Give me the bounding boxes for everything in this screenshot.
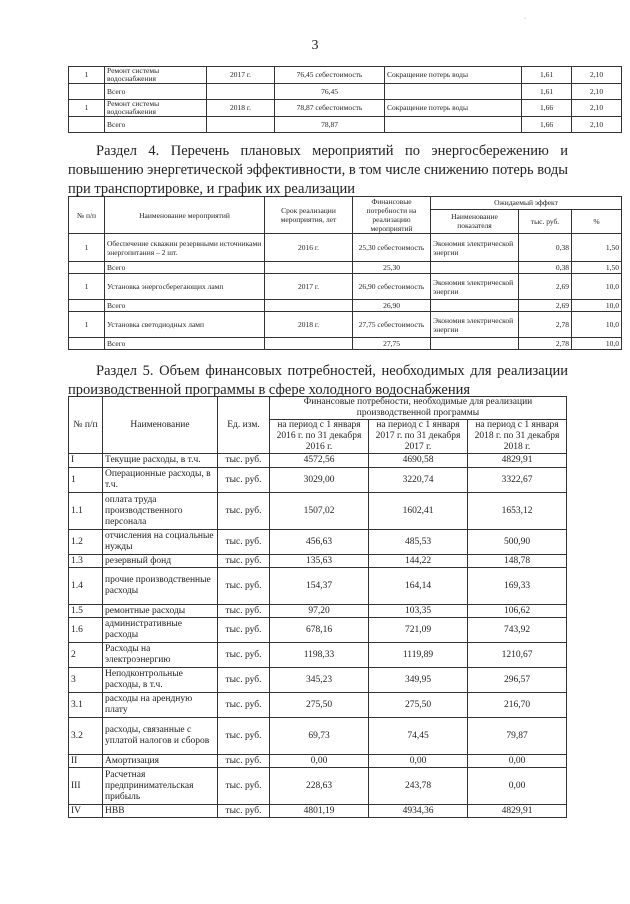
row-value-2016: 228,63 — [270, 768, 369, 805]
row-number: 1.1 — [69, 493, 103, 530]
row-number: 3.1 — [69, 693, 103, 718]
row-name: Расчетная предпринимательская прибыль — [103, 768, 218, 805]
row-year — [265, 300, 353, 312]
row-thous: 1,66 — [522, 117, 572, 133]
table-row — [69, 643, 567, 668]
row-value-2017: 275,50 — [369, 693, 468, 718]
row-cost: 26,90 — [353, 300, 431, 312]
row-effect — [385, 117, 522, 133]
row-name: НВВ — [103, 805, 218, 818]
row-name: Ремонт системы водоснабжения — [105, 67, 207, 84]
row-thous: 2,78 — [519, 312, 572, 338]
row-unit: тыс. руб. — [218, 643, 270, 668]
page-number: 3 — [311, 38, 319, 53]
table-row — [69, 568, 567, 605]
row-year: 2017 г. — [265, 274, 353, 300]
header-pct: % — [572, 209, 622, 233]
row-value-2016: 154,37 — [270, 568, 369, 605]
row-number: 1 — [69, 67, 105, 84]
row-unit: тыс. руб. — [218, 493, 270, 530]
row-number: 1 — [69, 274, 105, 300]
table-row — [69, 555, 567, 568]
row-value-2018: 148,78 — [468, 555, 567, 568]
row-name: Расходы на электроэнергию — [103, 643, 218, 668]
row-pct: 2,10 — [572, 67, 622, 84]
row-value-2018: 79,87 — [468, 718, 567, 755]
row-name: Всего — [105, 300, 265, 312]
table-row — [69, 693, 567, 718]
row-year — [207, 117, 275, 133]
row-name: Обеспечение скважин резервными источниками энергопитания – 2 шт. — [105, 234, 265, 262]
row-value-2016: 97,20 — [270, 605, 369, 618]
row-unit: тыс. руб. — [218, 768, 270, 805]
row-value-2018: 500,90 — [468, 530, 567, 555]
table-row — [69, 338, 622, 350]
row-unit: тыс. руб. — [218, 454, 270, 468]
row-value-2018: 3322,67 — [468, 468, 567, 493]
row-name: административные расходы — [103, 618, 218, 643]
header-n: № п/п — [69, 397, 103, 454]
table-row — [69, 84, 622, 100]
section-4-heading: Раздел 4. Перечень плановых мероприятий по энергосбережению и повышению энергетической эффективности, в том числе снижению потерь воды при транспортировке, и график их реализации — [68, 143, 568, 197]
row-number: 1 — [69, 100, 105, 117]
row-cost: 76,45 себестоимость — [275, 67, 385, 84]
row-pct: 10,0 — [572, 274, 622, 300]
row-value-2016: 4572,56 — [270, 454, 369, 468]
row-number: 1.5 — [69, 605, 103, 618]
row-cost: 27,75 — [353, 338, 431, 350]
row-number: 1.2 — [69, 530, 103, 555]
row-name: Всего — [105, 117, 207, 133]
table-row — [69, 768, 567, 805]
row-pct: 2,10 — [572, 100, 622, 117]
row-name: Установка светодиодных ламп — [105, 312, 265, 338]
row-value-2016: 275,50 — [270, 693, 369, 718]
table-row — [69, 454, 567, 468]
row-thous: 1,61 — [522, 84, 572, 100]
row-number: 1 — [69, 468, 103, 493]
row-number: 1.4 — [69, 568, 103, 605]
row-thous: 0,38 — [519, 234, 572, 262]
row-name: отчисления на социальные нужды — [103, 530, 218, 555]
row-unit: тыс. руб. — [218, 568, 270, 605]
row-value-2017: 1119,89 — [369, 643, 468, 668]
row-pct: 1,50 — [572, 234, 622, 262]
top-continuation-table — [68, 66, 622, 133]
row-value-2016: 345,23 — [270, 668, 369, 693]
header-effect: Ожидаемый эффект — [431, 197, 622, 210]
row-unit: тыс. руб. — [218, 468, 270, 493]
row-indicator: Экономия электрической энергии — [431, 274, 519, 300]
table-row — [69, 234, 622, 262]
row-number: 3.2 — [69, 718, 103, 755]
row-indicator — [431, 300, 519, 312]
row-name: Текущие расходы, в т.ч. — [103, 454, 218, 468]
row-pct: 10,0 — [572, 338, 622, 350]
table-row — [69, 805, 567, 818]
row-effect: Сокращение потерь воды — [385, 67, 522, 84]
table-row — [69, 755, 567, 768]
section-4-table — [68, 196, 622, 350]
row-unit: тыс. руб. — [218, 693, 270, 718]
row-effect — [385, 84, 522, 100]
row-cost: 25,30 — [353, 262, 431, 274]
row-number — [69, 300, 105, 312]
row-year: 2016 г. — [265, 234, 353, 262]
row-value-2017: 144,22 — [369, 555, 468, 568]
row-unit: тыс. руб. — [218, 718, 270, 755]
row-number — [69, 84, 105, 100]
row-value-2016: 0,00 — [270, 755, 369, 768]
row-value-2017: 3220,74 — [369, 468, 468, 493]
row-name: расходы на арендную плату — [103, 693, 218, 718]
row-year — [265, 262, 353, 274]
row-value-2017: 721,09 — [369, 618, 468, 643]
row-year: 2018 г. — [207, 100, 275, 117]
row-name: Всего — [105, 84, 207, 100]
row-indicator: Экономия электрической энергии — [431, 234, 519, 262]
row-number: 1 — [69, 312, 105, 338]
row-number — [69, 262, 105, 274]
row-pct: 2,10 — [572, 117, 622, 133]
row-name: Всего — [105, 262, 265, 274]
row-pct: 1,50 — [572, 262, 622, 274]
row-name: Амортизация — [103, 755, 218, 768]
row-value-2018: 4829,91 — [468, 805, 567, 818]
header-period-2017: на период с 1 января 2017 г. по 31 декабря 2017 г. — [369, 420, 468, 454]
row-thous: 2,78 — [519, 338, 572, 350]
row-number: 3 — [69, 668, 103, 693]
row-cost: 25,30 себестоимость — [353, 234, 431, 262]
row-unit: тыс. руб. — [218, 805, 270, 818]
row-number: I — [69, 454, 103, 468]
row-value-2017: 74,45 — [369, 718, 468, 755]
table-row — [69, 100, 622, 117]
row-value-2016: 1198,33 — [270, 643, 369, 668]
row-year — [265, 338, 353, 350]
row-number — [69, 338, 105, 350]
row-value-2018: 4829,91 — [468, 454, 567, 468]
section-5-table — [68, 396, 567, 818]
row-value-2017: 1602,41 — [369, 493, 468, 530]
row-value-2017: 485,53 — [369, 530, 468, 555]
row-name: прочие производственные расходы — [103, 568, 218, 605]
row-value-2018: 106,62 — [468, 605, 567, 618]
table-row — [69, 468, 567, 493]
row-unit: тыс. руб. — [218, 605, 270, 618]
row-pct: 10,0 — [572, 312, 622, 338]
row-value-2016: 1507,02 — [270, 493, 369, 530]
row-value-2017: 4690,58 — [369, 454, 468, 468]
header-period-2018: на период с 1 января 2018 г. по 31 декабря 2018 г. — [468, 420, 567, 454]
row-number — [69, 117, 105, 133]
row-number: IV — [69, 805, 103, 818]
row-name: Ремонт системы водоснабжения — [105, 100, 207, 117]
row-number: 2 — [69, 643, 103, 668]
row-year: 2017 г. — [207, 67, 275, 84]
row-value-2018: 743,92 — [468, 618, 567, 643]
row-value-2018: 0,00 — [468, 768, 567, 805]
table-row — [69, 312, 622, 338]
header-unit: Ед. изм. — [218, 397, 270, 454]
row-name: расходы, связанные с уплатой налогов и сборов — [103, 718, 218, 755]
row-number: 1.6 — [69, 618, 103, 643]
row-thous: 0,38 — [519, 262, 572, 274]
row-unit: тыс. руб. — [218, 755, 270, 768]
row-name: Операционные расходы, в т.ч. — [103, 468, 218, 493]
row-number: 1.3 — [69, 555, 103, 568]
row-effect: Сокращение потерь воды — [385, 100, 522, 117]
header-period: Срок реализации мероприятия, лет — [265, 197, 353, 234]
table-row — [69, 117, 622, 133]
row-thous: 1,61 — [522, 67, 572, 84]
table-row — [69, 300, 622, 312]
row-value-2018: 0,00 — [468, 755, 567, 768]
header-group: Финансовые потребности, необходимые для реализации производственной программы — [270, 397, 567, 420]
row-number: III — [69, 768, 103, 805]
row-thous: 2,69 — [519, 274, 572, 300]
row-unit: тыс. руб. — [218, 618, 270, 643]
header-name: Наименование — [103, 397, 218, 454]
row-value-2016: 456,63 — [270, 530, 369, 555]
table-row — [69, 274, 622, 300]
row-value-2017: 4934,36 — [369, 805, 468, 818]
section-5-heading: Раздел 5. Объем финансовых потребностей, необходимых для реализации производственной программы в сфере холодного водоснабжения — [68, 363, 568, 398]
row-indicator — [431, 262, 519, 274]
row-thous: 2,69 — [519, 300, 572, 312]
row-number: II — [69, 755, 103, 768]
row-name: оплата труда производственного персонала — [103, 493, 218, 530]
header-name: Наименование мероприятий — [105, 197, 265, 234]
row-value-2018: 216,70 — [468, 693, 567, 718]
table-row — [69, 668, 567, 693]
row-unit: тыс. руб. — [218, 555, 270, 568]
row-name: Неподконтрольные расходы, в т.ч. — [103, 668, 218, 693]
row-number: 1 — [69, 234, 105, 262]
row-cost: 26,90 себестоимость — [353, 274, 431, 300]
table-row — [69, 262, 622, 274]
header-finance: Финансовые потребности на реализацию мероприятий — [353, 197, 431, 234]
row-pct: 10,0 — [572, 300, 622, 312]
header-n: № п/п — [69, 197, 105, 234]
row-value-2017: 0,00 — [369, 755, 468, 768]
row-cost: 78,87 себестоимость — [275, 100, 385, 117]
header-period-2016: на период с 1 января 2016 г. по 31 декабря 2016 г. — [270, 420, 369, 454]
row-value-2016: 3029,00 — [270, 468, 369, 493]
table-row — [69, 605, 567, 618]
row-indicator — [431, 338, 519, 350]
scan-dot-mark: · — [524, 16, 526, 22]
row-value-2017: 164,14 — [369, 568, 468, 605]
row-thous: 1,66 — [522, 100, 572, 117]
row-value-2016: 135,63 — [270, 555, 369, 568]
row-value-2017: 103,35 — [369, 605, 468, 618]
row-year — [207, 84, 275, 100]
row-unit: тыс. руб. — [218, 530, 270, 555]
header-thous: тыс. руб. — [519, 209, 572, 233]
row-name: резервный фонд — [103, 555, 218, 568]
row-value-2018: 1653,12 — [468, 493, 567, 530]
row-value-2016: 69,73 — [270, 718, 369, 755]
table-row — [69, 618, 567, 643]
row-name: Установка энергосберегающих ламп — [105, 274, 265, 300]
row-name: Всего — [105, 338, 265, 350]
row-year: 2018 г. — [265, 312, 353, 338]
row-value-2017: 349,95 — [369, 668, 468, 693]
row-value-2017: 243,78 — [369, 768, 468, 805]
row-cost: 76,45 — [275, 84, 385, 100]
row-unit: тыс. руб. — [218, 668, 270, 693]
row-name: ремонтные расходы — [103, 605, 218, 618]
header-indicator: Наименование показателя — [431, 209, 519, 233]
row-value-2018: 169,33 — [468, 568, 567, 605]
table-row — [69, 493, 567, 530]
table-row — [69, 67, 622, 84]
table-row — [69, 718, 567, 755]
row-indicator: Экономия электрической энергии — [431, 312, 519, 338]
row-pct: 2,10 — [572, 84, 622, 100]
row-cost: 78,87 — [275, 117, 385, 133]
row-value-2018: 296,57 — [468, 668, 567, 693]
row-value-2016: 678,16 — [270, 618, 369, 643]
row-value-2018: 1210,67 — [468, 643, 567, 668]
row-value-2016: 4801,19 — [270, 805, 369, 818]
row-cost: 27,75 себестоимость — [353, 312, 431, 338]
table-row — [69, 530, 567, 555]
